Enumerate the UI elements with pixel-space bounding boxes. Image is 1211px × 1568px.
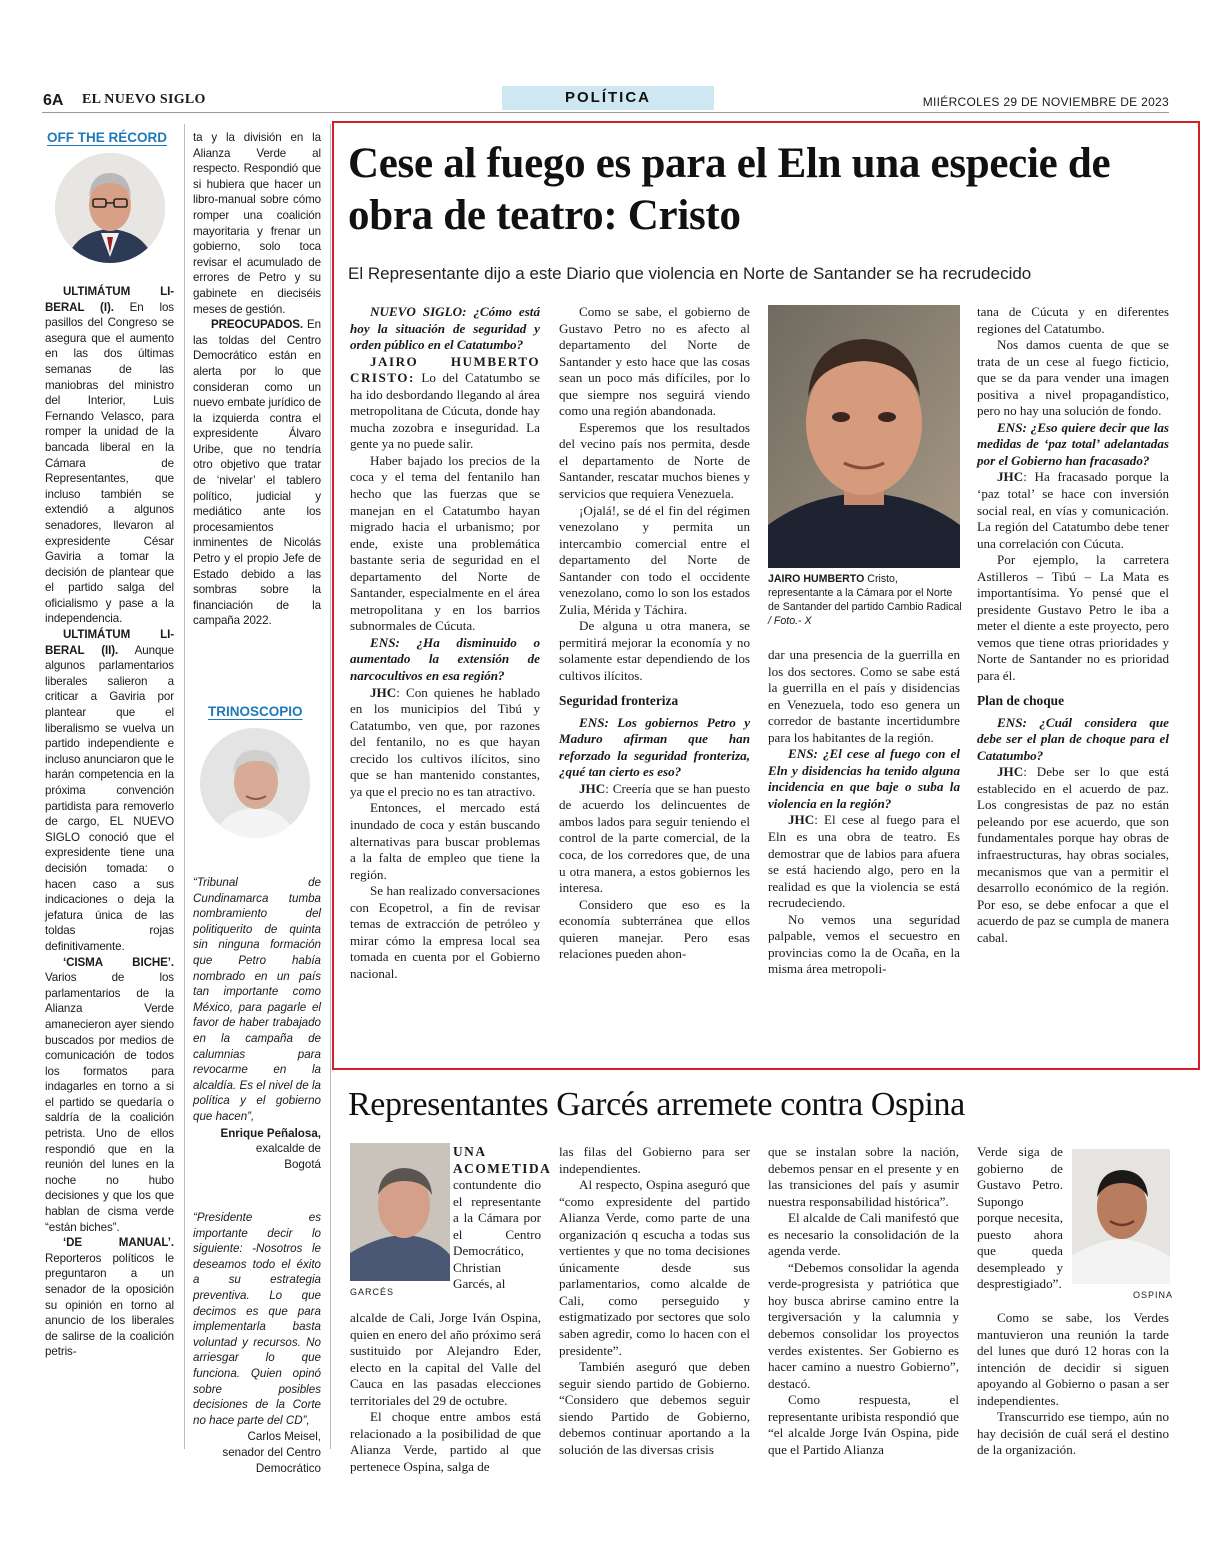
answer-text: : Creería que se han puesto de acuerdo los delincuentes de ambos lados para seguir teniendo el control de la parte comercial, de la coca, de los corredores que, de una u otra manera, a estos gobiernos les interesa. <box>559 780 750 896</box>
article-paragraph <box>977 337 1169 420</box>
article-text: El choque entre ambos está relacionado a la posibilidad de que Alianza Verde, partido al que pertenece Ospina, salga de <box>350 1409 541 1474</box>
tweet-quote-1 <box>193 875 321 1172</box>
sidebar-column-2 <box>193 130 321 629</box>
answer-text: Como respuesta, el representante uribista respondió que “el alcalde Jorge Iván Ospina, pide que el Partido Alianza <box>768 1392 959 1457</box>
article-paragraph <box>977 552 1169 684</box>
answer-text: De alguna u otra manera, se permitirá mejorar la economía y no solamente estar dependiendo de los cultivos ilícitos. <box>559 618 750 684</box>
question: ENS: ¿El cese al fuego con el Eln y disidencias ha tenido alguna incidencia en que baje o suba la violencia en la región? <box>768 746 960 811</box>
article-paragraph <box>350 800 540 883</box>
sidebar-paragraph <box>193 130 321 317</box>
lead-caps: UNA ACOMETIDA <box>453 1144 552 1176</box>
header-rule <box>42 112 1169 113</box>
sidebar-paragraph <box>45 955 174 1236</box>
sidebar-paragraph <box>45 1235 174 1360</box>
answer-text: Como se sabe, los Verdes mantuvieron una reunión la tarde del lunes que duró 12 horas con la intención de decidir si siguen apoyando al Gobierno o pasan a ser independientes. <box>977 1310 1169 1408</box>
answer-text: : El cese al fuego para el Eln es una obra de teatro. Es demostrar que de labios para afuera se está haciendo algo, pero en la realidad es que la violencia se está recrudeciendo. <box>768 812 960 911</box>
answer-text: También aseguró que deben seguir siendo partido de Gobierno. “Considero que debemos seguir siendo Partido de Gobierno, debemos continuar aportando a la solución de las diversas crisis <box>559 1359 750 1457</box>
photo-credit: / Foto.- X <box>768 615 812 627</box>
article-paragraph <box>768 912 960 978</box>
article-paragraph <box>977 1310 1169 1409</box>
answer-text: Por ejemplo, la carretera Astilleros – Tibú – La Mata es importantísima. Yo pensé que el presidente Gustavo Petro le iba a meter el diente a este proyecto, pero vemos que tiene otras prioridades y Norte de Santander no es prioridad para él. <box>977 552 1169 684</box>
article2-column-4-wrap <box>977 1144 1063 1293</box>
article-paragraph: las filas del Gobierno para ser independientes. <box>559 1144 750 1176</box>
question: ENS: ¿Cuál considera que debe ser el plan de choque para el Catatumbo? <box>977 714 1169 763</box>
speaker: JHC <box>579 780 606 796</box>
sidebar-kicker: PREOCUPADOS. <box>211 318 303 332</box>
article-paragraph <box>350 883 540 982</box>
answer-text: Se han realizado conversaciones con Ecopetrol, a fin de revisar temas de extracción de petróleo y mirar cómo la empresa local sea tomada en cuenta por el Gobierno nacional. <box>350 883 540 981</box>
sidebar-kicker: ULTIMÁTUM LI-BERAL (II). <box>45 628 174 657</box>
answer-text: Esperemos que los resultados del vecino país nos permita, desde el departamento de Norte de Santander, rescatar muchos bienes y servicios que requiera Venezuela. <box>559 419 750 502</box>
speaker: JHC <box>370 684 397 700</box>
garces-caption: GARCÉS <box>350 1287 395 1297</box>
article-paragraph <box>350 354 540 453</box>
sidebar-kicker: ‘DE MANUAL’. <box>63 1236 174 1250</box>
sidebar-text: En los pasillos del Congreso se asegura que el aumento en las dos últimas semanas de las maniobras del ministro del Interior, Luis Fernando Velasco, para romper la unidad de la bancada liberal en la Cámara de Representantes, que incluso también se extendió a algunos senadores, llevaron al expresidente César Gaviria a tomar la decisión de plantear que el partido salga del oficialismo y pase a la independencia. <box>45 300 174 626</box>
sidebar-text: Reporteros políticos le preguntaron a un senador de la oposición su opinión en torno al anuncio de los liberales de salirse de la coalición petris- <box>45 1251 174 1359</box>
article-text: contundente dio el representante a la Cámara por el Centro Democrático, Christian Garcés, al <box>453 1177 541 1292</box>
answer-text: : Debe ser lo que está establecido en el acuerdo de paz. Los congresistas de paz no están peleando por ese acuerdo, que son fundamentales porque hay obras de infraestructuras, hay obras sociales, mecanismos que van a permitir el desarrollo económico de la región. Por eso, se debe enfocar a que el acuerdo de paz se cumpla de manera cabal. <box>977 764 1169 945</box>
answer-text: Al respecto, Ospina aseguró que “como expresidente del partido Alianza Verde, como parte de una organización q escucha a todas sus vertientes y que no toma decisiones únicamente desde sus parlamentarios, como alcalde de Cali, como perseguido y estigmatizado por sectores que solo saben agredir, como lo hacen con el presidente”. <box>559 1177 750 1358</box>
answer-text: “Debemos consolidar la agenda verde-progresista y patriótica que hoy busca abrirse camino entre la tergiversación y la calumnia y debemos consolidar los proyectos verdes existentes. Ser Gobierno es hacer camino a nuestro Gobierno”, destacó. <box>768 1259 959 1391</box>
answer-text: : Ha fracasado porque la ‘paz total’ se hace con inversión social real, en vías y comunicación. La región del Catatumbo debe tener una correlación con Cúcuta. <box>977 469 1169 551</box>
sidebar-divider <box>184 124 185 1449</box>
question: ENS: ¿Eso quiere decir que las medidas de ‘paz total’ adelantadas por el Gobierno han fracasado? <box>977 419 1169 468</box>
article-paragraph: dar una presencia de la guerrilla en los dos sectores. Como se sabe está la guerrilla en el país y disidencias en Venezuela, todo eso genera un corredor de bastante incertidumbre para los habitantes de la región. <box>768 647 960 745</box>
sidebar-paragraph <box>193 317 321 629</box>
article-paragraph <box>768 812 960 911</box>
article-column-3 <box>768 647 960 978</box>
article-paragraph <box>350 685 540 801</box>
tweet-author-photo <box>200 728 310 838</box>
portrait-image <box>200 728 310 838</box>
answer-text: Haber bajado los precios de la coca y el tema del fentanilo han hecho que las fuerzas que se manejan en el Catatumbo hayan migrado hacia el urbanismo; por ende, existe una problemática bastante seria de seguridad en el departamento del Norte de Santander, especialmente en el área metropolitana y en los barrios subnormales de Cúcuta. <box>350 452 540 634</box>
question: NUEVO SIGLO: ¿Cómo está hoy la situación de seguridad y orden público en el Catatumbo? <box>350 304 540 353</box>
speaker: JHC <box>997 469 1024 485</box>
sidebar-kicker: ‘CISMA BICHE’. <box>63 955 174 969</box>
article-headline: Cese al fuego es para el Eln una especie de obra de teatro: Cristo <box>348 140 1111 239</box>
article-paragraph <box>559 1359 750 1458</box>
sidebar-text: En las toldas del Centro Democrático están en alerta por lo que consideran como un nuevo embate jurídico de la izquierda contra el expresidente Álvaro Uribe, que no tendría otro objetivo que tratar de ‘nivelar’ el tablero político, judicial y mediático ante los procesamientos inminentes de Nicolás Petro y el propio Jefe de Estado debido a las sombras sobre la financiación de la campaña 2022. <box>193 318 321 628</box>
answer-text: El alcalde de Cali manifestó que es necesario la consolidación de la agenda verde. <box>768 1210 959 1259</box>
answer-text: Considero que eso es la economía subterránea que ellos quieren manejar. Pero esas relaciones pueden ahon- <box>559 896 750 962</box>
answer-text: : Con quienes he hablado en los municipios del Tibú y Catatumbo, ven que, por razones del fentanilo, no es que hayan crecido los cultivos ilícitos, sino que se han mantenido constantes, ya que el precio no es tan atractivo. <box>350 684 540 799</box>
article2-column-2 <box>559 1144 750 1458</box>
article-paragraph <box>559 420 750 503</box>
article-paragraph <box>768 1392 959 1458</box>
article-text: alcalde de Cali, Jorge Iván Ospina, quien en enero del año próximo será sustituido por Alejandro Eder, electo en la capital del Valle del Cauca en las pasadas elecciones territoriales del 29 de octubre. <box>350 1310 541 1408</box>
interviewee-photo <box>768 305 960 568</box>
photo-caption <box>768 572 962 628</box>
sidebar-text: ta y la división en la Alianza Verde al respecto. Respondió que si hubiera que hacer un libro-manual sobre cómo romper una coalición mayoritaria y frenar un gobierno, solo toca revisar el acumulado de errores de Petro y su gabinete en dieciséis meses de gestión. <box>193 131 321 316</box>
article-paragraph <box>768 1210 959 1260</box>
tweet-author-role: senador del Centro Democrático <box>222 1445 321 1475</box>
article-paragraph: que se instalan sobre la nación, debemos pensar en el presente y en las transiciones del país y asumir nuestra responsabilidad histórica”. <box>768 1144 959 1209</box>
article-text: Verde siga de gobierno de Gustavo Petro. Supongo porque necesita, puesto ahora que queda desempleado y desprestigiado”. <box>977 1144 1063 1292</box>
article-paragraph <box>768 1260 959 1392</box>
caption-name: JAIRO HUMBERTO <box>768 573 865 585</box>
subhead: Seguridad fronteriza <box>559 692 679 708</box>
article-paragraph <box>559 1177 750 1359</box>
article2-column-3 <box>768 1144 959 1458</box>
sidebar-text: Varios de los parlamentarios de la Alianza Verde amanecieron ayer siendo buscados por medios de comunicación de todos los formatos para indagarles en torno a si el partido se quedaría o saldría de la coalición petrista. Uno de ellos respondió que en la reunión del lunes en la noche no hubo decisiones y que los que hablan de cisma verde “están biches”. <box>45 971 174 1234</box>
article-paragraph <box>559 897 750 963</box>
garces-photo <box>350 1143 450 1281</box>
article-paragraph <box>559 503 750 619</box>
answer-text: Nos damos cuenta de que se trata de un cese al fuego ficticio, que se da para vender una imagen positiva a nivel propagandístico, pero no hay una solución de fondo. <box>977 337 1169 419</box>
article-paragraph <box>977 469 1169 552</box>
caption-text: Cristo, representante a la Cámara por el Norte de Santander del partido Cambio Radical <box>768 573 962 613</box>
trinoscopio-title: TRINOSCOPIO <box>208 704 303 719</box>
tweet-quote-2 <box>193 1210 321 1476</box>
sidebar-text: Aunque algunos parlamentarios liberales salieron a criticar a Gaviria por plantear que el liberalismo se vuelva un partido independiente e incluso anunciaron que le harán competencia en la próxima convención partidista para removerlo de cargo, EL NUEVO SIGLO conoció que el expresidente tiene una decisión tomada: o hacen caso a sus indicaciones o deja la jefatura única de las toldas rojas definitivamente. <box>45 643 174 953</box>
article-column-2 <box>559 304 750 963</box>
answer-text: No vemos una seguridad palpable, vemos el secuestro en provincias como la de Ocaña, en la misma área metropoli- <box>768 911 960 977</box>
answer-text: Entonces, el mercado está inundado de coca y están buscando alternativas para buscar problemas a la falta de empleo que tiene la región. <box>350 800 540 882</box>
article2-column-1 <box>350 1310 541 1475</box>
portrait-image <box>55 153 165 263</box>
speaker: JHC <box>788 812 815 828</box>
columnist-photo <box>55 153 165 263</box>
sidebar-kicker: ULTIMÁTUM LI-BERAL (I). <box>45 285 174 314</box>
article-deck: El Representante dijo a este Diario que violencia en Norte de Santander se ha recrudecido <box>348 264 1032 283</box>
tweet-text: “Tribunal de Cundinamarca tumba nombramiento del politiquerito de quinta sin ninguna formación que Petro había nombrado en un país tan importante como México, para pagarle el favor de haber trabajado en la campaña de calumnias para revocarme en la alcaldía. Es el nivel de la política y el gobierno que hacen”, <box>193 876 321 1123</box>
article2-wrap-column <box>453 1144 552 1293</box>
sidebar-column-1 <box>45 284 174 1360</box>
article-column-1 <box>350 304 540 982</box>
speaker: JAIRO HUMBERTO CRISTO: <box>350 353 540 386</box>
portrait-image <box>1072 1149 1170 1284</box>
answer-text: Transcurrido ese tiempo, aún no hay decisión de cuál será el destino de la organización. <box>977 1409 1169 1458</box>
sidebar-paragraph <box>45 284 174 627</box>
portrait-image <box>768 305 960 568</box>
tweet-author-role: exalcalde de Bogotá <box>255 1142 321 1171</box>
subhead: Plan de choque <box>977 692 1065 708</box>
article-paragraph <box>350 453 540 635</box>
page-number: 6A <box>43 92 64 109</box>
article-paragraph <box>559 304 750 420</box>
sidebar-divider <box>330 124 331 1449</box>
article2-column-4 <box>977 1310 1169 1459</box>
section-label: POLÍTICA <box>502 86 714 110</box>
ospina-photo <box>1072 1149 1170 1284</box>
tweet-author: Enrique Peñalosa, <box>220 1126 321 1140</box>
article-paragraph <box>977 1409 1169 1459</box>
article-paragraph <box>559 781 750 897</box>
portrait-image <box>350 1143 450 1281</box>
speaker: JHC <box>997 764 1024 780</box>
question: ENS: ¿Ha disminuido o aumentado la extensión de narcocultivos en esa región? <box>350 634 540 684</box>
article-paragraph <box>559 618 750 684</box>
ospina-caption: OSPINA <box>1133 1290 1174 1300</box>
sidebar-paragraph <box>45 627 174 954</box>
issue-date: MIIÉRCOLES 29 DE NOVIEMBRE DE 2023 <box>922 95 1169 109</box>
off-the-record-title: OFF THE RÉCORD <box>47 130 167 145</box>
tweet-text: “Presidente es importante decir lo siguiente: -Nosotros le deseamos todo el éxito a su estrategia preventiva. Lo que decimos es que para implementarla basta voluntad y recursos. No arriesgar lo que funciona. Quien opinó sobre posibles decisiones de la Corte no hace parte del CD”, <box>193 1211 321 1427</box>
newspaper-logo: EL NUEVO SIGLO <box>82 92 206 107</box>
answer-text: Lo del Catatumbo se ha ido desbordando llegando al área metropolitana de Cúcuta, donde hay mucha zozobra e inseguridad. La gente ya no puede salir. <box>350 370 540 452</box>
article-headline-2: Representantes Garcés arremete contra Ospina <box>348 1086 965 1123</box>
article-paragraph: tana de Cúcuta y en diferentes regiones del Catatumbo. <box>977 304 1169 336</box>
answer-text: ¡Ojalá!, se dé el fin del régimen venezolano y permita un intercambio comercial entre el departamento del Norte de Santander con todo el occidente venezolano, como lo son los estados Zulia, Mérida y Táchira. <box>559 502 750 617</box>
tweet-author: Carlos Meisel, <box>247 1430 321 1444</box>
article-paragraph <box>977 764 1169 946</box>
question: ENS: Los gobiernos Petro y Maduro afirman que han reforzado la seguridad fronteriza, ¿qué tan cierto es eso? <box>559 714 750 780</box>
article-column-4 <box>977 304 1169 946</box>
answer-text: Como se sabe, el gobierno de Gustavo Petro no es afecto al departamento del Norte de Santander y esto hace que las cosas sean un poco más difíciles, por lo que siempre nos seguirá viendo como una región abandonada. <box>559 304 750 419</box>
